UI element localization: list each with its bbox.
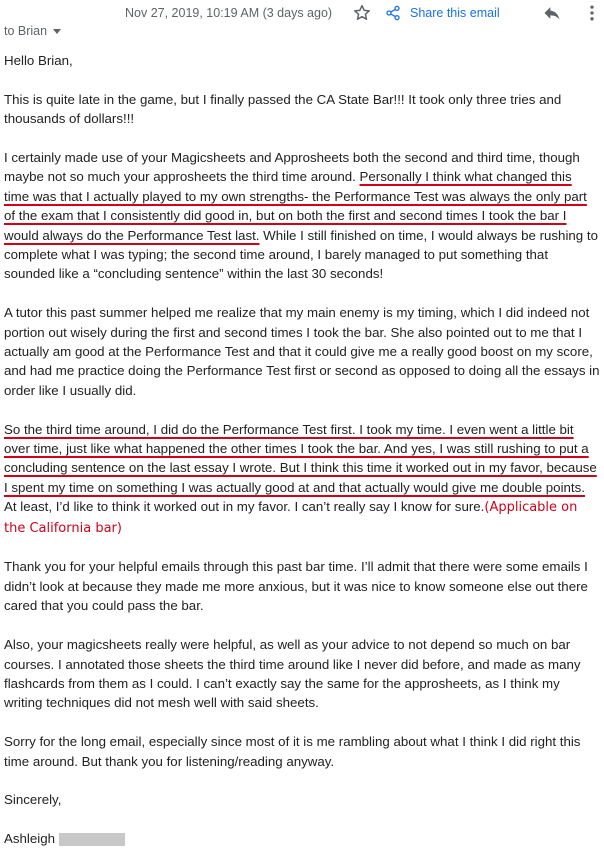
star-icon[interactable] (352, 3, 372, 23)
underlined-passage-2: So the third time around, I did do the Performance Test first. I took my time. I even went a little bit over time, just like what happened the other times I took the bar. And yes, I was still rushing to put a concluding sentence on the last essay I wrote. But I think this time it worked out in my favor, because I spent my time on something I was actually good at and that actually would give me double points. (4, 421, 597, 495)
paragraph-6: Also, your magicsheets really were helpful, as well as your advice to not depend so much on bar courses. I annotated those sheets the third time around like I never did before, and made as many flashcards from them as I could. I can’t exactly say the same for the approsheets, as I think my writing techniques did not mesh well with said sheets. (4, 637, 581, 711)
closing: Sincerely, (4, 792, 62, 808)
paragraph-7: Sorry for the long email, especially since most of it is me rambling about what I think I did right this time around. But thank you for listening/reading anyway. (4, 734, 581, 769)
paragraph-4 (4, 420, 600, 538)
greeting: Hello Brian, (4, 53, 73, 68)
paragraph-3: A tutor this past summer helped me realize that my main enemy is my timing, which I did indeed not portion out wisely during the first and second times I took the bar. She also pointed out to me that I actually am good at the Performance Test and that it could give me a really good boost on my score, and had me practice doing the Performance Test first or second as opposed to doing all the essays in order like I usually did. (4, 305, 600, 398)
email-date: Nov 27, 2019, 10:19 AM (3 days ago) (125, 6, 333, 20)
underlined-passage-1: Personally I think what changed this time was that I actually played to my own strengths- the Performance Test was always the only part of the exam that I consistently did good in, but on both the first and second times I took the bar I would always do the Performance Test last. (4, 169, 587, 243)
paragraph-2-outro: While I still finished on time, I would always be rushing to complete what I was typing; the second time around, I barely managed to put something that sounded like a “concluding sentence” within the last 30 seconds! (4, 227, 598, 282)
paragraph-2-intro: I certainly made use of your Magicsheets and Approsheets both the second and third time, though maybe not so much your approsheets the third time around. (4, 150, 580, 185)
redacted-surname (59, 833, 125, 846)
signature-name: Ashleigh (4, 831, 56, 847)
paragraph-2 (4, 148, 600, 284)
chevron-down-icon (53, 29, 61, 34)
email-body (4, 51, 600, 868)
handwritten-annotation: (Applicable on the California bar) (4, 500, 578, 536)
share-icon[interactable] (385, 5, 401, 21)
share-email-link[interactable]: Share this email (410, 6, 500, 20)
reply-icon[interactable] (542, 3, 562, 23)
paragraph-5: Thank you for your helpful emails through this past bar time. I’ll admit that there were some emails I didn’t look at because they made me more anxious, but it was nice to know someone else out there cared that you could pass the bar. (4, 559, 588, 614)
paragraph-4-outro: At least, I’d like to think it worked out in my favor. I can’t really say I know for sure. (4, 499, 485, 515)
paragraph-1: This is quite late in the game, but I finally passed the CA State Bar!!! It took only three tries and thousands of dollars!!! (4, 91, 562, 127)
recipient-dropdown[interactable] (4, 24, 61, 38)
more-vert-icon[interactable] (582, 3, 602, 23)
signature (4, 829, 600, 848)
recipient-label: to Brian (4, 24, 48, 38)
email-header (0, 0, 604, 48)
